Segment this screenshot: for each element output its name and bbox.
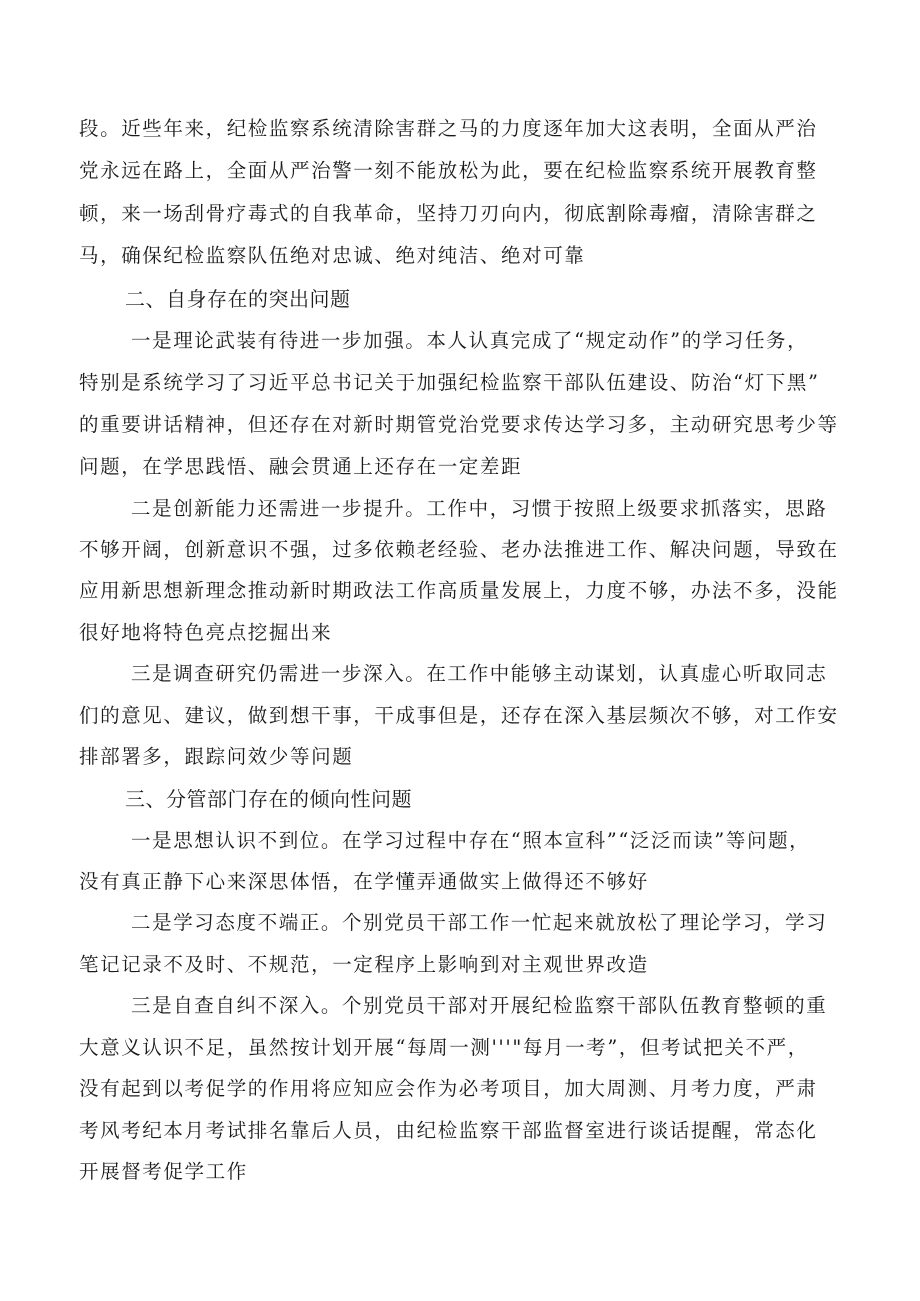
paragraph-line: 二是学习态度不端正。个别党员干部工作一忙起来就放松了理论学习，学习	[131, 911, 828, 934]
paragraph-line: 三是自查自纠不深入。个别党员干部对开展纪检监察干部队伍教育整顿的重	[131, 994, 828, 1017]
paragraph-line: 没有起到以考促学的作用将应知应会作为必考项目，加大周测、月考力度，严肃	[79, 1077, 818, 1100]
paragraph-line: 党永远在路上，全面从严治警一刻不能放松为此，要在纪检监察系统开展教育整	[79, 159, 818, 182]
paragraph-line: 段。近些年来，纪检监察系统清除害群之马的力度逐年加大这表明，全面从严治	[79, 117, 818, 140]
paragraph-line: 应用新思想新理念推动新时期政法工作高质量发展上，力度不够，办法不多，没能	[79, 579, 839, 602]
paragraph-line: 们的意见、建议，做到想干事，干成事但是，还存在深入基层频次不够，对工作安	[79, 704, 839, 727]
paragraph-line: 笔记记录不及时、不规范，一定程序上影响到对主观世界改造	[79, 953, 649, 976]
paragraph-line: 问题，在学思践悟、融会贯通上还存在一定差距	[79, 455, 523, 478]
paragraph-line: 顿，来一场刮骨疗毒式的自我革命，坚持刀刃向内，彻底割除毒瘤，清除害群之	[79, 202, 818, 225]
paragraph-line: 排部署多，跟踪问效少等问题	[79, 745, 354, 768]
section-heading-3: 三、分管部门存在的倾向性问题	[125, 787, 412, 811]
paragraph-line: 的重要讲话精神，但还存在对新时期管党治党要求传达学习多，主动研究思考少等	[79, 413, 839, 436]
paragraph-line: 考风考纪本月考试排名靠后人员，由纪检监察干部监督室进行谈话提醒，常态化	[79, 1119, 818, 1142]
paragraph-line: 开展督考促学工作	[79, 1160, 248, 1183]
paragraph-line: 马，确保纪检监察队伍绝对忠诚、绝对纯洁、绝对可靠	[79, 244, 586, 267]
section-heading-2: 二、自身存在的突出问题	[125, 287, 351, 311]
paragraph-line: 一是思想认识不到位。在学习过程中存在“照本宣科”“泛泛而读”等问题，	[131, 829, 811, 852]
paragraph-line: 不够开阔，创新意识不强，过多依赖老经验、老办法推进工作、解决问题，导致在	[79, 538, 839, 561]
paragraph-line: 特别是系统学习了习近平总书记关于加强纪检监察干部队伍建设、防治“灯下黑”	[79, 371, 820, 394]
paragraph-line: 很好地将特色亮点挖掘出来	[79, 621, 333, 644]
paragraph-line: 大意义认识不足，虽然按计划开展“每周一测'''"每月一考”，但考试把关不严，	[79, 1036, 809, 1059]
paragraph-line: 二是创新能力还需进一步提升。工作中，习惯于按照上级要求抓落实，思路	[131, 497, 828, 520]
paragraph-line: 三是调查研究仍需进一步深入。在工作中能够主动谋划，认真虚心听取同志	[131, 662, 828, 685]
paragraph-line: 一是理论武装有待进一步加强。本人认真完成了“规定动作”的学习任务，	[131, 329, 809, 352]
paragraph-line: 没有真正静下心来深思体悟，在学懂弄通做实上做得还不够好	[79, 870, 649, 893]
